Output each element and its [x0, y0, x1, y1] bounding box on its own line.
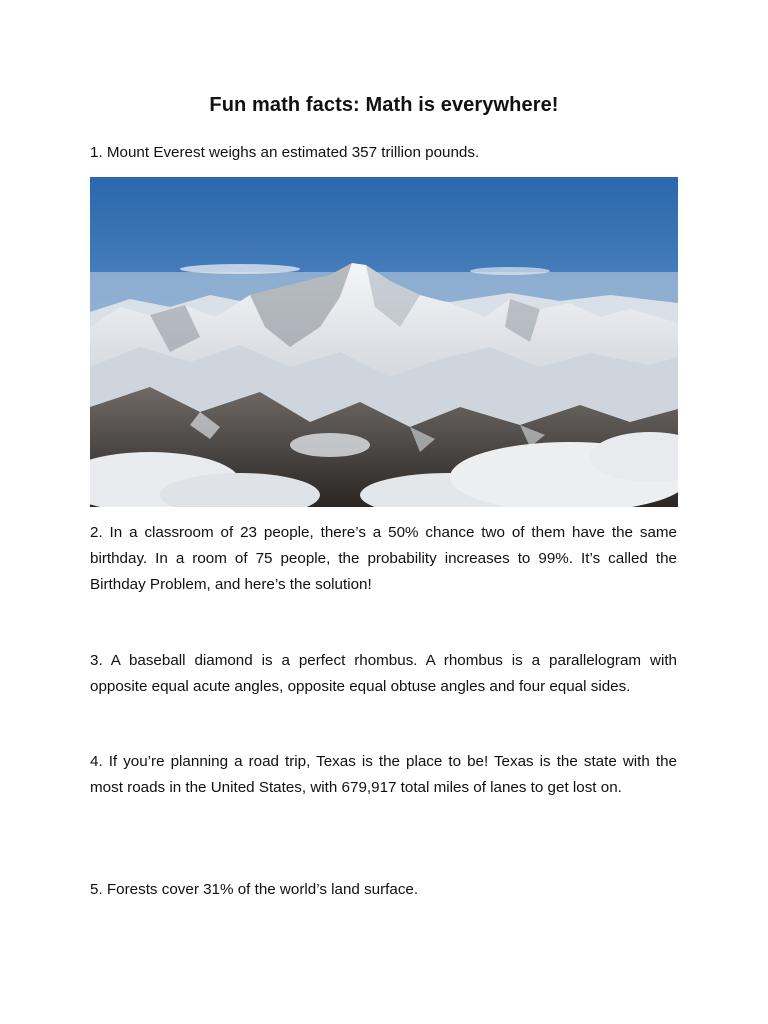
fact-4: 4. If you’re planning a road trip, Texas is the place to be! Texas is the state with the most roads in the United States, with 679,917 total miles of lanes to get lost on. [90, 753, 677, 796]
fact-5: 5. Forests cover 31% of the world’s land surface. [90, 881, 419, 898]
page-title: Fun math facts: Math is everywhere! [209, 94, 559, 116]
fact-2: 2. In a classroom of 23 people, there’s a 50% chance two of them have the same birthday. In a room of 75 people, the probability increases to 99%. It’s called the Birthday Problem, and here’s the solution! [90, 524, 677, 593]
mount-everest-photo [90, 177, 678, 507]
fact-1: 1. Mount Everest weighs an estimated 357 trillion pounds. [90, 144, 480, 161]
fact-3: 3. A baseball diamond is a perfect rhombus. A rhombus is a parallelogram with opposite equal acute angles, opposite equal obtuse angles and four equal sides. [90, 652, 677, 695]
